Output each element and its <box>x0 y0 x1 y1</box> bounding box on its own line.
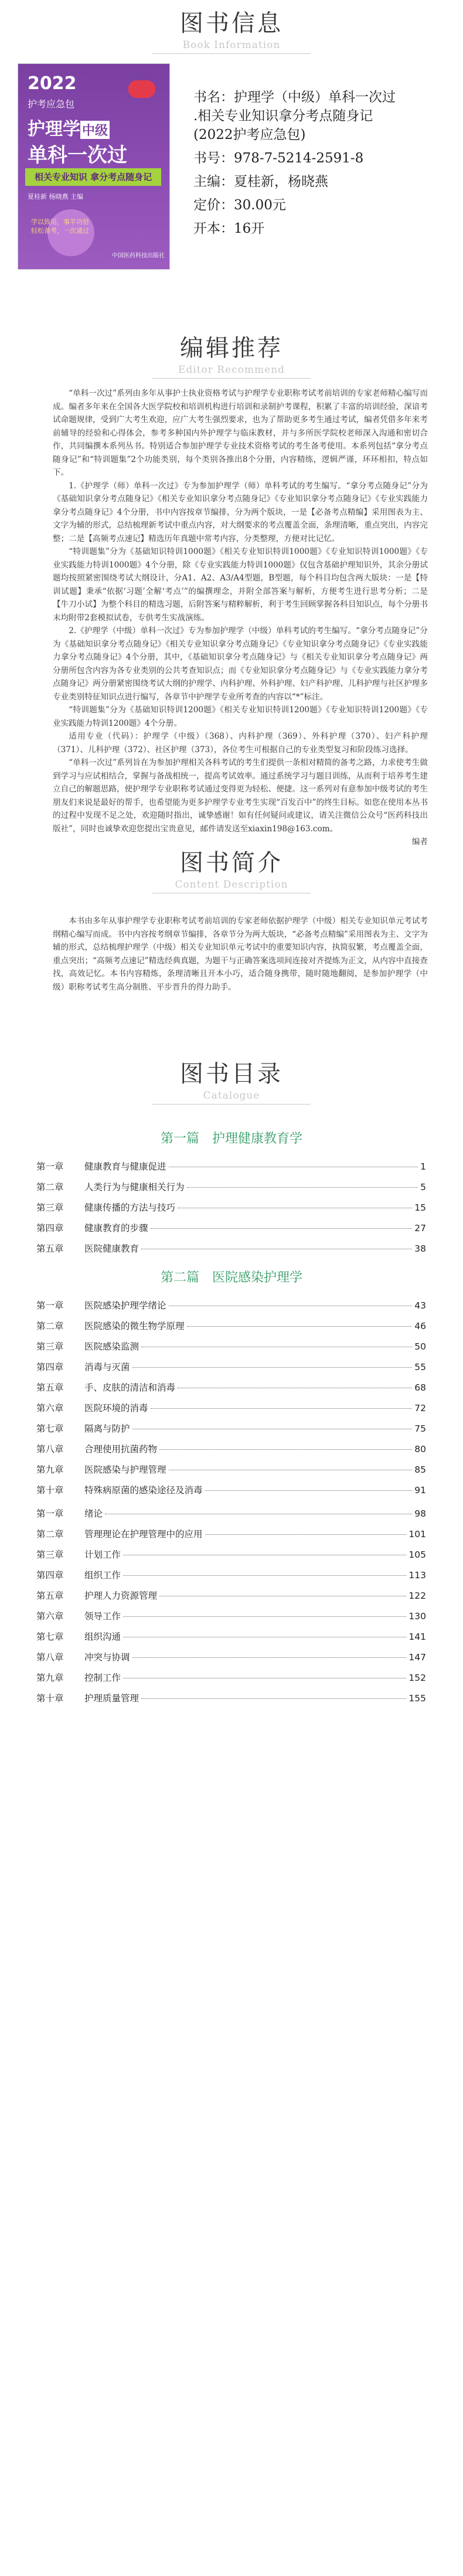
toc-chapter-title: 管理理论在护理管理中的应用 <box>84 1529 203 1540</box>
toc-chapter-number: 第四章 <box>36 1362 64 1372</box>
toc-row[interactable] <box>36 1671 426 1691</box>
divider <box>152 53 311 54</box>
section-subtitle: Editor Recommend <box>178 364 285 376</box>
section-subtitle: Book Information <box>182 39 281 51</box>
toc-row[interactable] <box>36 1242 426 1262</box>
book-price: 定价：30.00元 <box>193 198 286 213</box>
toc-chapter-title: 医院健康教育 <box>84 1243 139 1254</box>
toc-row[interactable] <box>36 1381 426 1401</box>
cover-authors: 夏桂新 杨晓燕 主编 <box>28 193 83 200</box>
toc-part1-list <box>36 1160 426 1262</box>
toc-leader-dots <box>205 1490 413 1491</box>
section-title: 图书简介 <box>180 849 283 876</box>
recommend-paragraph: 1.《护理学（师）单科一次过》专为参加护理学（师）单科考试的考生编写。“拿分考点随身记”分为《基础知识拿分考点随身记》《相关专业知识拿分考点随身记》《专业知识拿分考点随身记》《专业实践能力拿分考点随身记》4个分册，书中内容按章节编排，分为两个版块，一是【必备考点精编】采用图表为主、文字为辅的形式，总结梳理新考试中重点内容，对大纲要求的考点覆盖全面，条理清晰，重点突出，内容完整；二是【高频考点速记】精选历年真题中常考内容，分类整理，方便对比记忆。 <box>53 481 428 543</box>
toc-row[interactable] <box>36 1299 426 1319</box>
toc-chapter-number: 第七章 <box>36 1423 64 1434</box>
recommend-paragraph: 2.《护理学（中级）单科一次过》专为参加护理学（中级）单科考试的考生编写。“拿分考点随身记”分为《基础知识拿分考点随身记》《相关专业知识拿分考点随身记》《专业知识拿分考点随身记》《专业实践能力拿分考点随身记》4个分册，其中，《基础知识拿分考点随身记》与《相关专业知识拿分考点随身记》两分册所包含内容为各专业类别的公共考查知识点；而《专业知识拿分考点随身记》与《专业实践能力拿分考点随身记》两分册紧密围绕考试大纲的护理学、内科护理、外科护理、妇产科护理、儿科护理与社区护理多专业类别特征知识点进行编写，各章节中护理学专业所考查的内容以“*”标注。 <box>53 626 428 702</box>
section-subtitle: Content Description <box>175 879 288 891</box>
toc-page-number: 72 <box>414 1403 426 1413</box>
toc-row[interactable] <box>36 1442 426 1463</box>
toc-chapter-number: 第十章 <box>36 1693 64 1704</box>
toc-row[interactable] <box>36 1160 426 1180</box>
section-header-info <box>0 5 463 54</box>
toc-page-number: 85 <box>414 1464 426 1475</box>
toc-chapter-title: 隔离与防护 <box>84 1423 130 1434</box>
toc-leader-dots <box>169 1166 418 1167</box>
toc-leader-dots <box>132 1367 413 1368</box>
book-meta <box>193 88 451 243</box>
toc-row[interactable] <box>36 1568 426 1589</box>
toc-chapter-title: 医院感染的微生物学原理 <box>84 1321 185 1331</box>
recommend-paragraph: “特训题集”分为《基础知识特训1000题》《相关专业知识特训1000题》《专业知识特训1000题》《专业实践能力特训1000题》4个分册，除《专业实践能力特训1000题》仅包含基础护理知识外，其余分册试题均按照紧密围绕考试大纲设计，分A1、A2、A3/A4型题，B型题，每个科目均包含两大版块：一是【特训试题】秉承“依据‘习题’全解‘考点’”的编撰理念，并附全部答案与解析，方便考生进行思考分析；二是【牛刀小试】为整个科目的精选习题，后附答案与精粹解析，利于考生回顾掌握各科目知识点，每个分册书末均附带2套模拟试卷，专供考生实战演练。 <box>53 547 428 623</box>
toc-chapter-number: 第十章 <box>36 1485 64 1496</box>
toc-chapter-number: 第四章 <box>36 1223 64 1233</box>
toc-chapter-number: 第五章 <box>36 1243 64 1254</box>
toc-chapter-title: 医院感染与护理管理 <box>84 1464 166 1475</box>
toc-page-number: 141 <box>408 1632 426 1642</box>
toc-row[interactable] <box>36 1422 426 1442</box>
toc-leader-dots <box>141 1698 406 1699</box>
toc-chapter-title: 控制工作 <box>84 1673 121 1683</box>
toc-leader-dots <box>159 1595 406 1596</box>
toc-page-number: 75 <box>414 1423 426 1434</box>
toc-chapter-number: 第一章 <box>36 1161 64 1172</box>
toc-page-number: 5 <box>420 1182 426 1192</box>
book-format: 开本：16开 <box>193 221 265 236</box>
toc-chapter-title: 绪论 <box>84 1508 103 1519</box>
book-title-line1: 书名：护理学（中级）单科一次过 <box>193 90 396 105</box>
recommend-paragraph: “单科一次过”系列由多年从事护士执业资格考试与护理学专业职称考试考前培训的专家老师精心编写而成。编者多年来在全国各大医学院校和培训机构进行培训和录制护考课程，积累了丰富的培训经验，深谙考试命题规律，受到广大考生欢迎，应广大考生强烈要求，也为了帮助更多考生通过考试，编者凭借多年来考前辅导的经验和心得体会，参考多种国内外护理学与临床教材，并与多所医学院校老师深入沟通和密切合作，共同编撰本系列丛书。特别适合参加护理学专业技术资格考试的考生备考使用。本系列包括“拿分考点随身记”和“特训题集”2个功能类别，每个类别各推出8个分册，内容精练，逻辑严谨，环环相扣，特点如下。 <box>53 389 428 477</box>
toc-chapter-title: 健康教育的步骤 <box>84 1223 148 1233</box>
toc-row[interactable] <box>36 1483 426 1504</box>
toc-leader-dots <box>141 1346 412 1347</box>
toc-row[interactable] <box>36 1180 426 1201</box>
cover-title-level: 中级 <box>80 121 110 139</box>
toc-leader-dots <box>187 1326 413 1327</box>
toc-chapter-title: 消毒与灭菌 <box>84 1362 130 1372</box>
cover-badge-icon <box>128 80 155 98</box>
toc-row[interactable] <box>36 1221 426 1242</box>
description-text <box>53 915 428 994</box>
toc-leader-dots <box>123 1636 406 1637</box>
toc-leader-dots <box>169 1469 413 1470</box>
toc-row[interactable] <box>36 1201 426 1221</box>
book-cover <box>18 63 170 270</box>
toc-chapter-title: 手、皮肤的清洁和消毒 <box>84 1382 176 1393</box>
toc-page-number: 122 <box>408 1591 426 1601</box>
toc-page-number: 43 <box>414 1300 426 1311</box>
toc-chapter-number: 第六章 <box>36 1403 64 1413</box>
toc-chapter-title: 合理使用抗菌药物 <box>84 1444 158 1454</box>
toc-leader-dots <box>151 1228 413 1229</box>
toc-leader-dots <box>123 1575 406 1576</box>
toc-leader-dots <box>169 1305 413 1306</box>
toc-leader-dots <box>178 1387 412 1388</box>
toc-leader-dots <box>105 1513 412 1514</box>
toc-row[interactable] <box>36 1527 426 1548</box>
toc-chapter-number: 第一章 <box>36 1300 64 1311</box>
recommend-paragraph: 适用专业（代码）：护理学（中级）（368）、内科护理（369）、外科护理（370）、妇产科护理（371）、儿科护理（372）、社区护理（373），各位考生可根据自己的专业类型复习和阶段练习选择。 <box>53 732 428 755</box>
toc-chapter-number: 第二章 <box>36 1529 64 1540</box>
section-header-recommend <box>0 329 463 379</box>
toc-leader-dots <box>205 1534 407 1535</box>
recommend-signature: 编者 <box>411 837 428 847</box>
toc-leader-dots <box>141 1248 412 1249</box>
cover-title-main: 单科一次过 <box>28 144 127 167</box>
toc-row[interactable] <box>36 1360 426 1381</box>
toc-chapter-title: 领导工作 <box>84 1611 121 1622</box>
toc-leader-dots <box>123 1616 406 1617</box>
toc-chapter-number: 第五章 <box>36 1382 64 1393</box>
toc-row[interactable] <box>36 1463 426 1483</box>
section-title: 图书目录 <box>180 1061 283 1088</box>
toc-row[interactable] <box>36 1691 426 1712</box>
toc-row[interactable] <box>36 1548 426 1568</box>
recommend-paragraph: “特训题集”分为《基础知识特训1200题》《相关专业知识特训1200题》《专业知识特训1200题》《专业实践能力特训1200题》4个分册。 <box>53 705 428 728</box>
divider <box>152 1104 311 1105</box>
section-header-catalog <box>0 1055 463 1105</box>
toc-chapter-title: 健康教育与健康促进 <box>84 1161 166 1172</box>
description-paragraph: 本书由多年从事护理学专业职称考试考前培训的专家老师依据护理学（中级）相关专业知识单元考试考纲精心编写而成。书中内容按考纲章节编排，各章节分为两大版块，“必备考点精编”采用图表为主、文字为辅的形式，总结梳理护理学（中级）相关专业知识单元考试中的重要知识内容，执简驭繁，考点覆盖全面，重点突出；“高频考点速记”精选经典真题，为题干与正确答案选项间连接对齐提炼为正文，从内容中直接查找，高效记忆。本书内容精炼，条理清晰且开本小巧，适合随身携带，随时随地翻阅，是参加护理学（中级）职称考试考生高分制胜、平步晋升的得力助手。 <box>53 916 428 992</box>
toc-row[interactable] <box>36 1507 426 1527</box>
book-editors: 主编：夏桂新，杨晓燕 <box>193 174 328 189</box>
toc-part-title: 第一篇 护理健康教育学 <box>160 1131 302 1146</box>
toc-part2-list <box>36 1299 426 1504</box>
toc-part-title: 第二篇 医院感染护理学 <box>160 1270 302 1285</box>
toc-chapter-number: 第三章 <box>36 1202 64 1213</box>
toc-leader-dots <box>132 1428 413 1429</box>
toc-part3-list <box>36 1507 426 1712</box>
toc-chapter-title: 计划工作 <box>84 1549 121 1560</box>
toc-leader-dots <box>123 1677 406 1678</box>
toc-page-number: 80 <box>414 1444 426 1454</box>
toc-page-number: 98 <box>414 1508 426 1519</box>
cover-series: 护考应急包 <box>28 98 75 110</box>
cover-publisher: 中国医药科技出版社 <box>112 253 165 259</box>
toc-chapter-title: 组织沟通 <box>84 1632 121 1642</box>
toc-page-number: 155 <box>408 1693 426 1704</box>
toc-chapter-number: 第六章 <box>36 1611 64 1622</box>
toc-chapter-title: 冲突与协调 <box>84 1652 130 1663</box>
divider <box>152 378 311 379</box>
toc-page-number: 55 <box>414 1362 426 1372</box>
toc-leader-dots <box>132 1657 407 1658</box>
book-title <box>193 88 451 144</box>
toc-page-number: 152 <box>408 1673 426 1683</box>
toc-chapter-number: 第二章 <box>36 1321 64 1331</box>
cover-title-line1 <box>28 114 110 140</box>
toc-chapter-number: 第八章 <box>36 1652 64 1663</box>
toc-chapter-number: 第三章 <box>36 1549 64 1560</box>
toc-chapter-title: 护理人力资源管理 <box>84 1591 158 1601</box>
section-title: 编辑推荐 <box>180 335 283 362</box>
toc-chapter-number: 第九章 <box>36 1464 64 1475</box>
toc-page-number: 15 <box>414 1202 426 1213</box>
toc-chapter-number: 第三章 <box>36 1341 64 1352</box>
toc-row[interactable] <box>36 1630 426 1650</box>
toc-leader-dots <box>123 1554 406 1555</box>
toc-page-number: 1 <box>420 1161 426 1172</box>
book-title-line3: (2022护考应急包) <box>193 127 306 142</box>
cover-title-prefix: 护理学 <box>28 119 80 140</box>
toc-chapter-title: 医院感染护理学绪论 <box>84 1300 166 1311</box>
toc-page-number: 113 <box>408 1570 426 1581</box>
toc-page-number: 50 <box>414 1341 426 1352</box>
toc-chapter-title: 特殊病原菌的感染途径及消毒 <box>84 1485 203 1496</box>
toc-chapter-title: 医院环境的消毒 <box>84 1403 148 1413</box>
toc-chapter-title: 人类行为与健康相关行为 <box>84 1182 185 1192</box>
toc-chapter-number: 第九章 <box>36 1673 64 1683</box>
toc-chapter-number: 第一章 <box>36 1508 64 1519</box>
section-subtitle: Catalogue <box>203 1090 260 1102</box>
toc-page-number: 68 <box>414 1382 426 1393</box>
toc-chapter-number: 第二章 <box>36 1182 64 1192</box>
cover-year: 2022 <box>28 73 77 94</box>
recommend-paragraph: “单科一次过”系列旨在为参加护理相关各科考试的考生们提供一条相对精简的备考之路，力求使考生做到学习与应试相结合，掌握与备战相统一，提高考试效率。通过系统学习与题目训练，从而利于培养考生建立自己的解题思路，使护理学专业职称考试通过变得更为轻松、便捷。这一系列对有意参加中级考试的考生朋友们来说是最好的帮手，也希望能为更多护理学专业考生实现“百发百中”的终生目标。如您在使用本丛书的过程中发现不足之处，欢迎随时指出，诚挚感谢！如有任何疑问或建议，请关注微信公众号“医药科技出版社”，同时也诚挚欢迎您提出宝贵意见，邮件请发送至xiaxin198@163.com。 <box>53 758 428 834</box>
cover-strip: 相关专业知识 拿分考点随身记 <box>25 168 161 186</box>
recommend-text <box>53 387 428 849</box>
toc-chapter-title: 护理质量管理 <box>84 1693 139 1704</box>
toc-chapter-number: 第四章 <box>36 1570 64 1581</box>
toc-row[interactable] <box>36 1319 426 1340</box>
toc-page-number: 91 <box>414 1485 426 1496</box>
toc-chapter-number: 第七章 <box>36 1632 64 1642</box>
toc-chapter-number: 第八章 <box>36 1444 64 1454</box>
toc-page-number: 105 <box>408 1549 426 1560</box>
toc-leader-dots <box>151 1408 413 1409</box>
section-title: 图书信息 <box>180 10 283 37</box>
toc-row[interactable] <box>36 1401 426 1422</box>
toc-leader-dots <box>178 1207 412 1208</box>
toc-page-number: 147 <box>408 1652 426 1663</box>
toc-leader-dots <box>187 1187 418 1188</box>
section-header-desc <box>0 844 463 893</box>
book-title-line2: .相关专业知识拿分考点随身记 <box>193 108 373 124</box>
toc-page-number: 27 <box>414 1223 426 1233</box>
cover-bubble: 学以致用，事半功倍 轻松备考，一次通过 <box>31 218 89 235</box>
toc-page-number: 46 <box>414 1321 426 1331</box>
book-isbn: 书号：978-7-5214-2591-8 <box>193 151 364 166</box>
toc-leader-dots <box>159 1449 412 1450</box>
toc-page-number: 101 <box>408 1529 426 1540</box>
toc-row[interactable] <box>36 1650 426 1671</box>
toc-page-number: 38 <box>414 1243 426 1254</box>
toc-row[interactable] <box>36 1589 426 1609</box>
toc-row[interactable] <box>36 1340 426 1360</box>
toc-chapter-title: 组织工作 <box>84 1570 121 1581</box>
toc-chapter-title: 医院感染监测 <box>84 1341 139 1352</box>
toc-chapter-number: 第五章 <box>36 1591 64 1601</box>
toc-page-number: 130 <box>408 1611 426 1622</box>
toc-chapter-title: 健康传播的方法与技巧 <box>84 1202 176 1213</box>
toc-row[interactable] <box>36 1609 426 1630</box>
